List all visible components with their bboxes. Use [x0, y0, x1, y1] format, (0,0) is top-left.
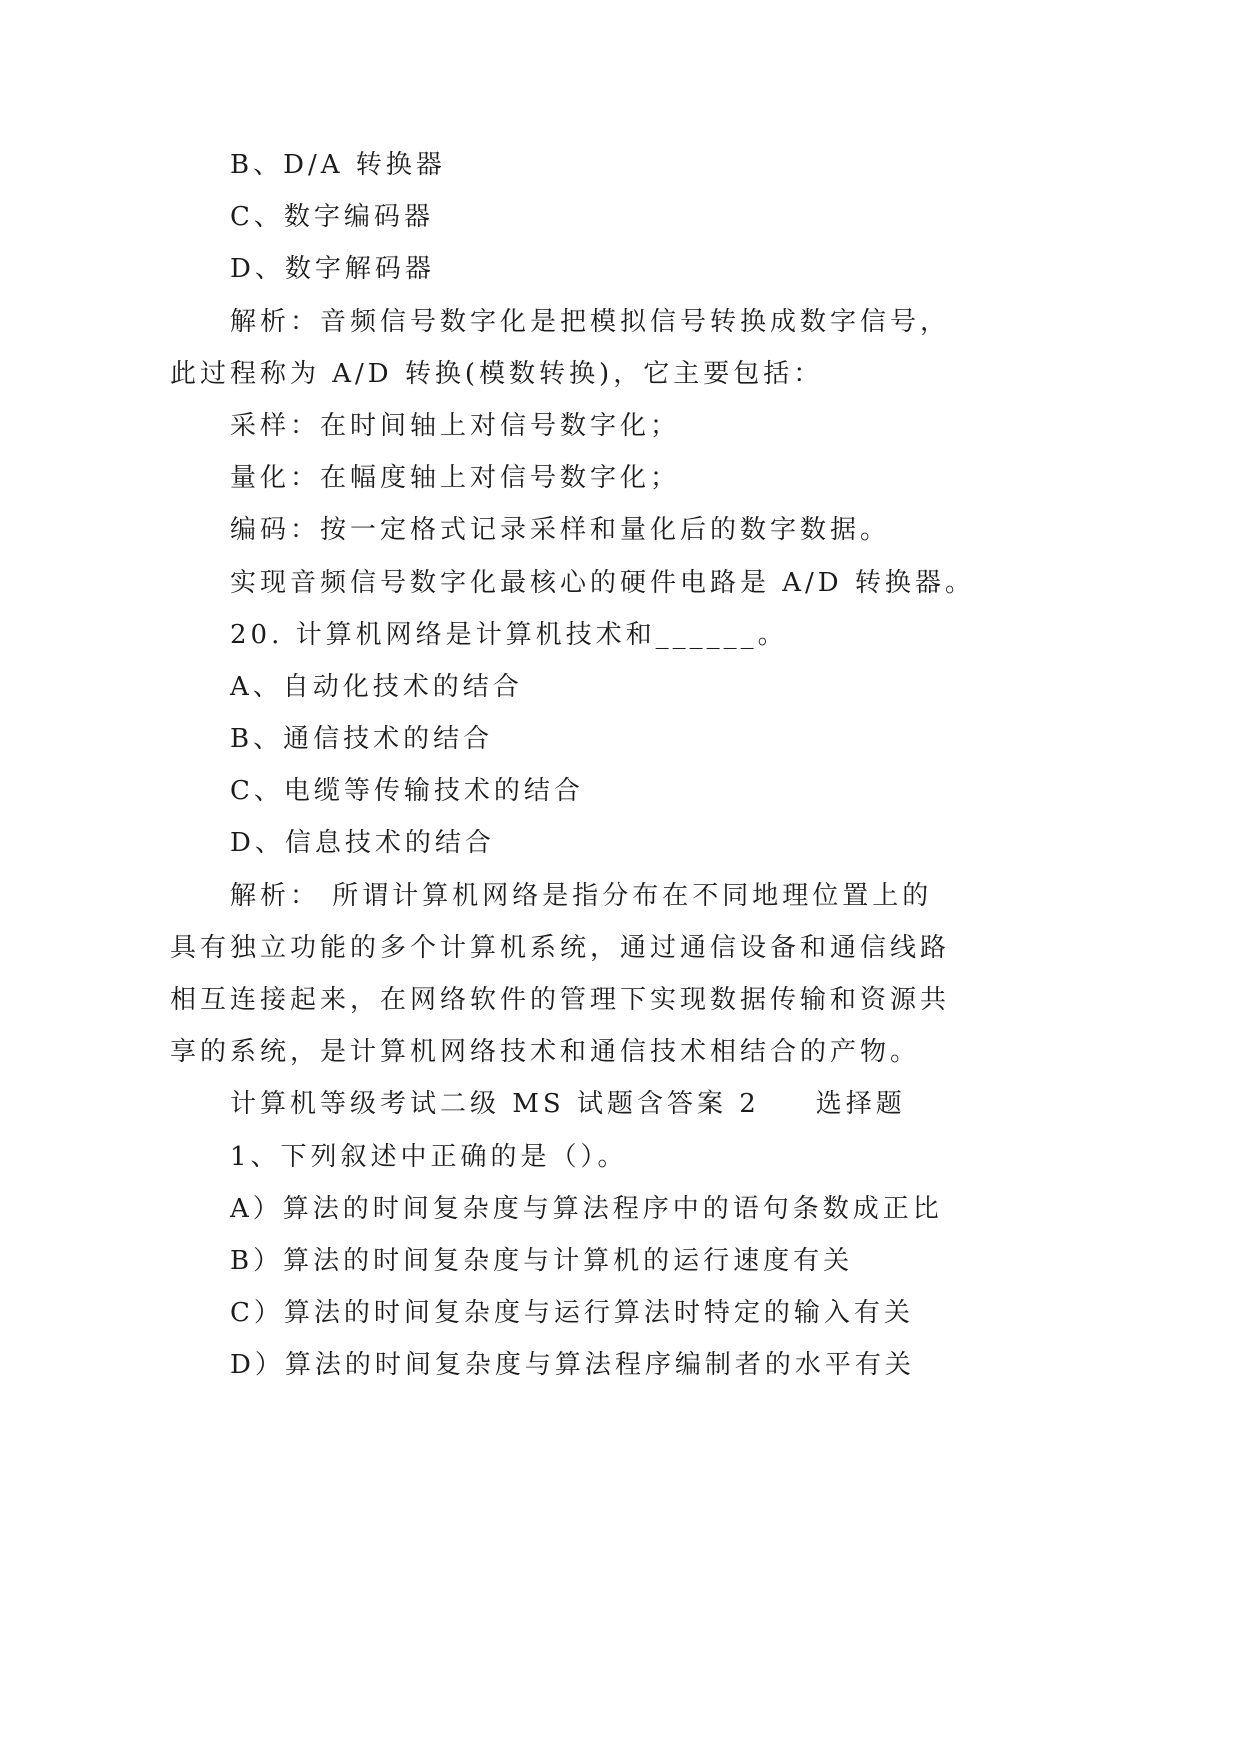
- q1-option-a: A）算法的时间复杂度与算法程序中的语句条数成正比: [230, 1193, 943, 1224]
- q20-option-a: A、自动化技术的结合: [230, 671, 523, 702]
- section-label: 选择题: [815, 1089, 906, 1120]
- q19-analysis-step-encoding: 编码：按一定格式记录采样和量化后的数字数据。: [230, 515, 891, 546]
- q19-analysis-line: 解析：音频信号数字化是把模拟信号转换成数字信号，: [230, 306, 951, 337]
- q20-analysis-line: 享的系统，是计算机网络技术和通信技术相结合的产物。: [170, 1037, 921, 1068]
- document-body: [170, 139, 1130, 1392]
- section-heading: [170, 1078, 1130, 1130]
- q19-option-d: D、数字解码器: [230, 254, 435, 285]
- q19-analysis-line: 此过程称为 A/D 转换(模数转换)，它主要包括：: [170, 358, 824, 389]
- q1-option-c: C）算法的时间复杂度与运行算法时特定的输入有关: [230, 1298, 914, 1329]
- q20-option-d: D、信息技术的结合: [230, 828, 495, 859]
- q19-analysis-step-sampling: 采样：在时间轴上对信号数字化；: [230, 410, 681, 441]
- q20-stem: 20. 计算机网络是计算机技术和______。: [230, 619, 788, 650]
- q20-analysis-line: 相互连接起来，在网络软件的管理下实现数据传输和资源共: [170, 985, 951, 1015]
- q20-analysis-line: 具有独立功能的多个计算机系统，通过通信设备和通信线路: [170, 932, 951, 963]
- q1-stem: 1、下列叙述中正确的是（）。: [230, 1141, 628, 1172]
- q1-option-d: D）算法的时间复杂度与算法程序编制者的水平有关: [230, 1350, 915, 1381]
- q20-option-c: C、电缆等传输技术的结合: [230, 776, 584, 807]
- q1-option-b: B）算法的时间复杂度与计算机的运行速度有关: [230, 1245, 854, 1276]
- q19-analysis-step-quantization: 量化：在幅度轴上对信号数字化；: [230, 463, 681, 494]
- q20-analysis-line: 解析： 所谓计算机网络是指分布在不同地理位置上的: [230, 880, 933, 911]
- q19-option-c: C、数字编码器: [230, 202, 434, 233]
- section-title: 计算机等级考试二级 MS 试题含答案 2: [230, 1089, 760, 1120]
- q20-option-b: B、通信技术的结合: [230, 724, 494, 755]
- q19-analysis-conclusion: 实现音频信号数字化最核心的硬件电路是 A/D 转换器。: [230, 567, 975, 598]
- q19-option-b: B、D/A 转换器: [230, 150, 446, 180]
